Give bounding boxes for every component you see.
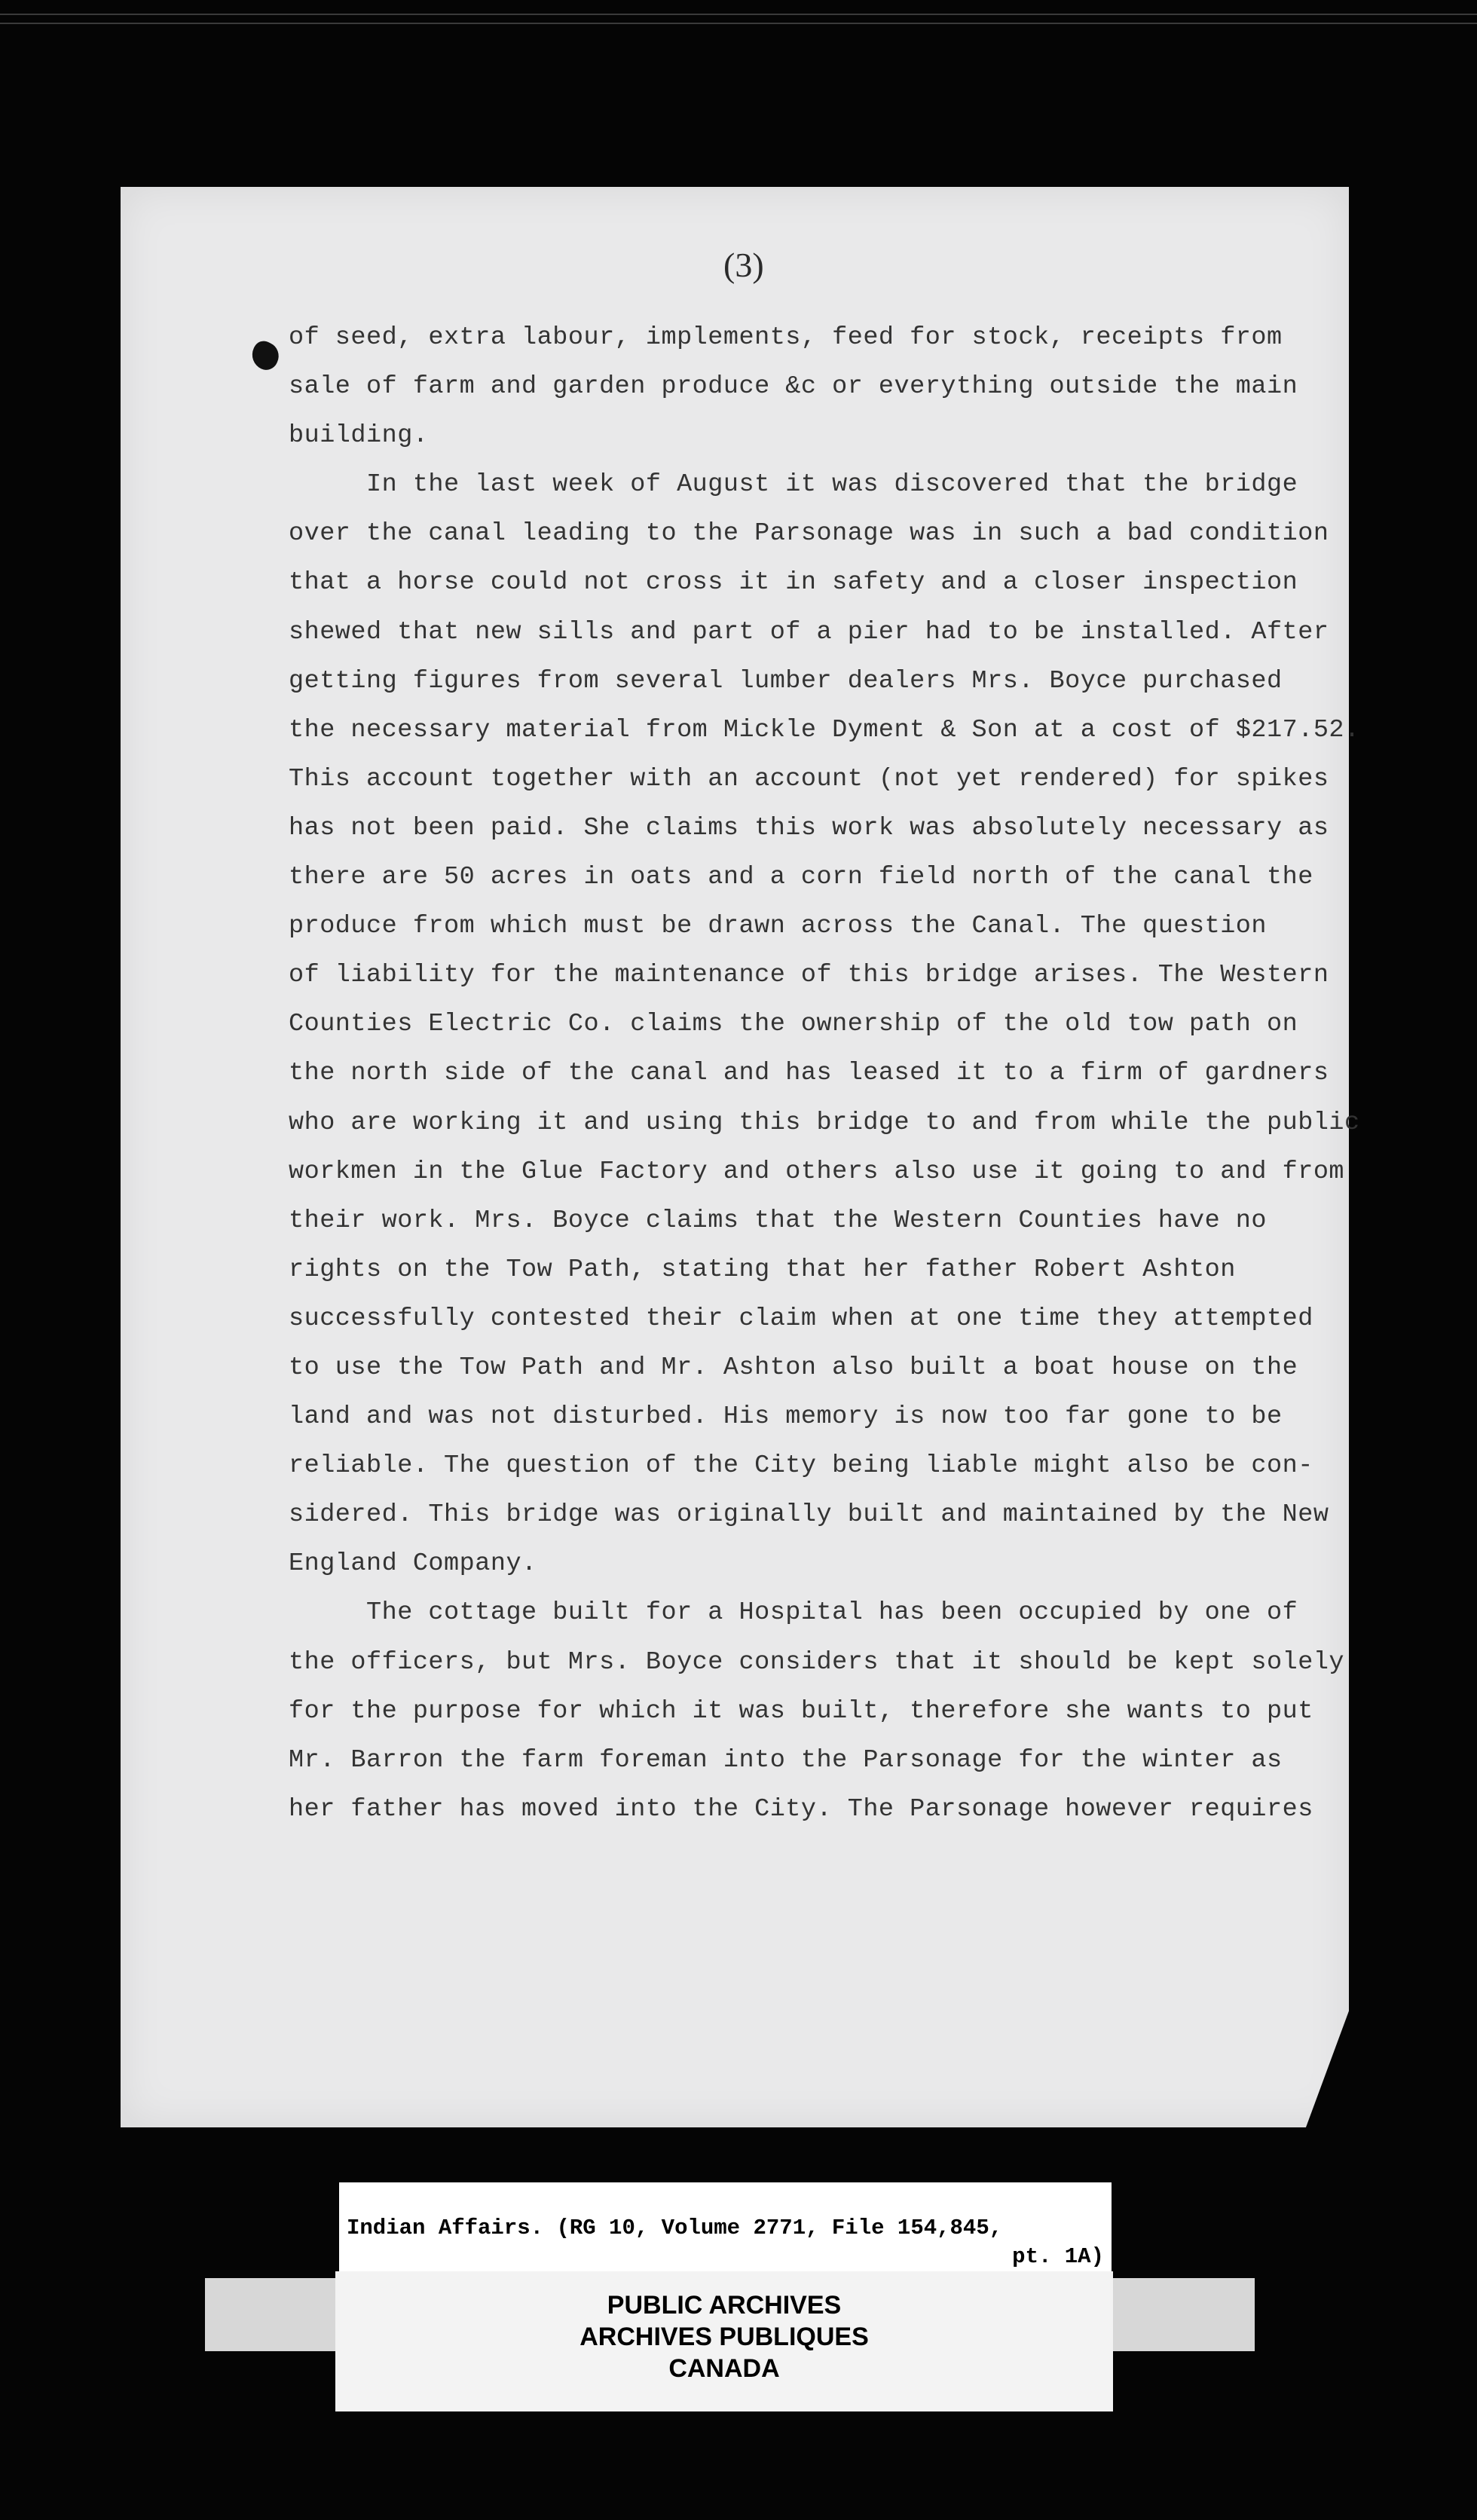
text-line: the officers, but Mrs. Boyce considers that it should be kept solely xyxy=(289,1647,1345,1677)
document-body xyxy=(289,313,1360,1834)
text-line: their work. Mrs. Boyce claims that the Western Counties have no xyxy=(289,1206,1268,1235)
text-line: of seed, extra labour, implements, feed for stock, receipts from xyxy=(289,323,1283,352)
archive-name-english: PUBLIC ARCHIVES xyxy=(607,2291,842,2320)
text-line: England Company. xyxy=(289,1549,537,1579)
text-line: there are 50 acres in oats and a corn field north of the canal the xyxy=(289,863,1313,892)
text-line: of liability for the maintenance of this bridge arises. The Western xyxy=(289,961,1329,990)
page-number: (3) xyxy=(723,246,764,284)
archive-name-french: ARCHIVES PUBLIQUES xyxy=(579,2323,869,2351)
text-line: shewed that new sills and part of a pier had to be installed. After xyxy=(289,617,1329,647)
text-line: In the last week of August it was discovered that the bridge xyxy=(289,470,1298,500)
text-line: to use the Tow Path and Mr. Ashton also built a boat house on the xyxy=(289,1353,1298,1382)
text-line: land and was not disturbed. His memory is now too far gone to be xyxy=(289,1402,1283,1432)
text-line: for the purpose for which it was built, therefore she wants to put xyxy=(289,1696,1313,1726)
text-line: rights on the Tow Path, stating that her father Robert Ashton xyxy=(289,1255,1236,1284)
text-line: This account together with an account (not yet rendered) for spikes xyxy=(289,764,1329,794)
scan-edge-line xyxy=(0,23,1477,24)
citation-reference: Indian Affairs. (RG 10, Volume 2771, File 154,845, xyxy=(347,2216,1003,2240)
text-line: over the canal leading to the Parsonage was in such a bad condition xyxy=(289,519,1329,549)
text-line: has not been paid. She claims this work was absolutely necessary as xyxy=(289,813,1329,843)
text-line: that a horse could not cross it in safety and a closer inspection xyxy=(289,568,1298,598)
text-line: Mr. Barron the farm foreman into the Parsonage for the winter as xyxy=(289,1745,1283,1775)
archive-stamp xyxy=(335,2271,1113,2411)
citation-reference-part: pt. 1A) xyxy=(1012,2244,1104,2269)
text-line: getting figures from several lumber dealers Mrs. Boyce purchased xyxy=(289,666,1283,696)
text-line: the necessary material from Mickle Dyment & Son at a cost of $217.52. xyxy=(289,715,1360,745)
text-line: Counties Electric Co. claims the ownership of the old tow path on xyxy=(289,1010,1298,1039)
text-line: reliable. The question of the City being liable might also be con- xyxy=(289,1451,1313,1481)
text-line: the north side of the canal and has leased it to a firm of gardners xyxy=(289,1059,1329,1088)
citation-label xyxy=(339,2182,1112,2277)
text-line: sale of farm and garden produce &c or everything outside the main xyxy=(289,372,1298,402)
text-line: her father has moved into the City. The Parsonage however requires xyxy=(289,1794,1313,1824)
text-line: building. xyxy=(289,421,429,451)
scan-edge-line xyxy=(0,14,1477,15)
archive-country: CANADA xyxy=(668,2354,780,2383)
text-line: The cottage built for a Hospital has been occupied by one of xyxy=(289,1598,1298,1628)
text-line: sidered. This bridge was originally built and maintained by the New xyxy=(289,1500,1329,1530)
text-line: produce from which must be drawn across the Canal. The question xyxy=(289,912,1268,941)
text-line: who are working it and using this bridge to and from while the public xyxy=(289,1108,1360,1137)
text-line: workmen in the Glue Factory and others also use it going to and from xyxy=(289,1157,1345,1186)
text-line: successfully contested their claim when at one time they attempted xyxy=(289,1304,1313,1333)
